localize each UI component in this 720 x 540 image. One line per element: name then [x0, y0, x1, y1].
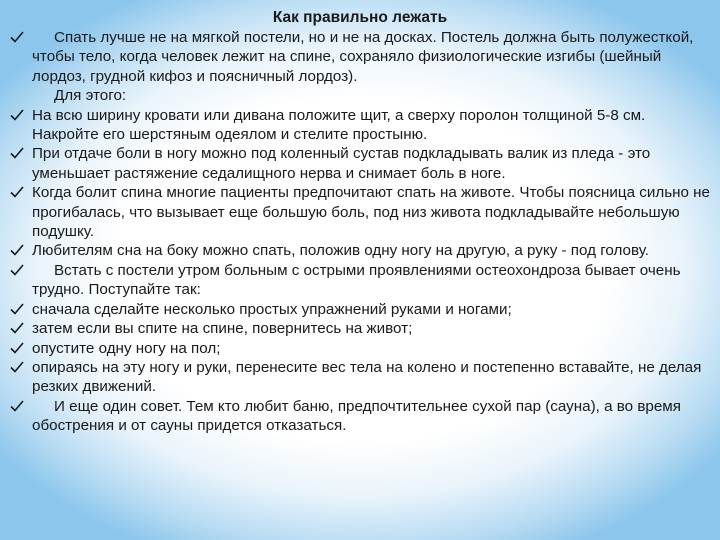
checkmark-icon	[10, 341, 24, 355]
list-item	[8, 106, 716, 145]
list-item-text: сначала сделайте несколько простых упражнений руками и ногами;	[32, 300, 512, 318]
list-item-text: При отдаче боли в ногу можно под коленный сустав подкладывать валик из пледа - это уменьшает растяжение седалищного нерва и снимает боль в ноге.	[32, 145, 651, 182]
list-item-subtext: Для этого:	[54, 87, 127, 105]
list-item	[8, 339, 716, 358]
checkmark-icon	[10, 321, 24, 335]
checkmark-icon	[10, 30, 24, 44]
list-item	[8, 261, 716, 300]
list-item-text: Спать лучше не на мягкой постели, но и не на досках. Постель должна быть полужесткой, чтобы тело, когда человек лежит на спине, сохраняло физиологические изгибы (шейный лордоз, грудной кифоз и поясничный лордоз).	[32, 29, 694, 85]
checkmark-icon	[10, 146, 24, 160]
list-item	[8, 319, 716, 338]
list-item-text: На всю ширину кровати или дивана положите щит, а сверху поролон толщиной 5-8 см. Накройте его шерстяным одеялом и стелите простыню.	[32, 106, 646, 144]
list-item	[8, 241, 716, 260]
checkmark-icon	[10, 302, 24, 316]
page-title: Как правильно лежать	[272, 9, 448, 26]
list-item-text: опираясь на эту ногу и руки, перенесите вес тела на колено и постепенно вставайте, не делая резких движений.	[32, 358, 702, 396]
checkmark-icon	[10, 263, 24, 277]
list-item-text: опустите одну ногу на пол;	[32, 339, 221, 357]
list-item	[8, 28, 716, 106]
list-item-text: Встать с постели утром больным с острыми проявлениями остеохондроза бывает очень трудно. Поступайте так:	[32, 261, 681, 299]
checkmark-icon	[10, 243, 24, 257]
list-item	[8, 358, 716, 397]
list-item-text: Когда болит спина многие пациенты предпочитают спать на животе. Чтобы поясница сильно не прогибалась, что вызывает еще большую боль, под низ живота подкладывайте небольшую подушку.	[32, 184, 710, 241]
list-item	[8, 397, 716, 436]
list-item	[8, 183, 716, 241]
checkmark-icon	[10, 185, 24, 199]
checkmark-icon	[10, 399, 24, 413]
list-item-text: затем если вы спите на спине, повернитесь на живот;	[32, 320, 413, 338]
list-item-text: И еще один совет. Тем кто любит баню, предпочтительнее сухой пар (сауна), а во время обострения и от сауны придется отказаться.	[32, 397, 681, 435]
list-item	[8, 300, 716, 319]
checkmark-icon	[10, 108, 24, 122]
list-item	[8, 144, 716, 183]
list-item-text: Любителям сна на боку можно спать, положив одну ногу на другую, а руку - под голову.	[32, 242, 650, 260]
checkmark-icon	[10, 360, 24, 374]
bullet-list	[8, 28, 716, 436]
